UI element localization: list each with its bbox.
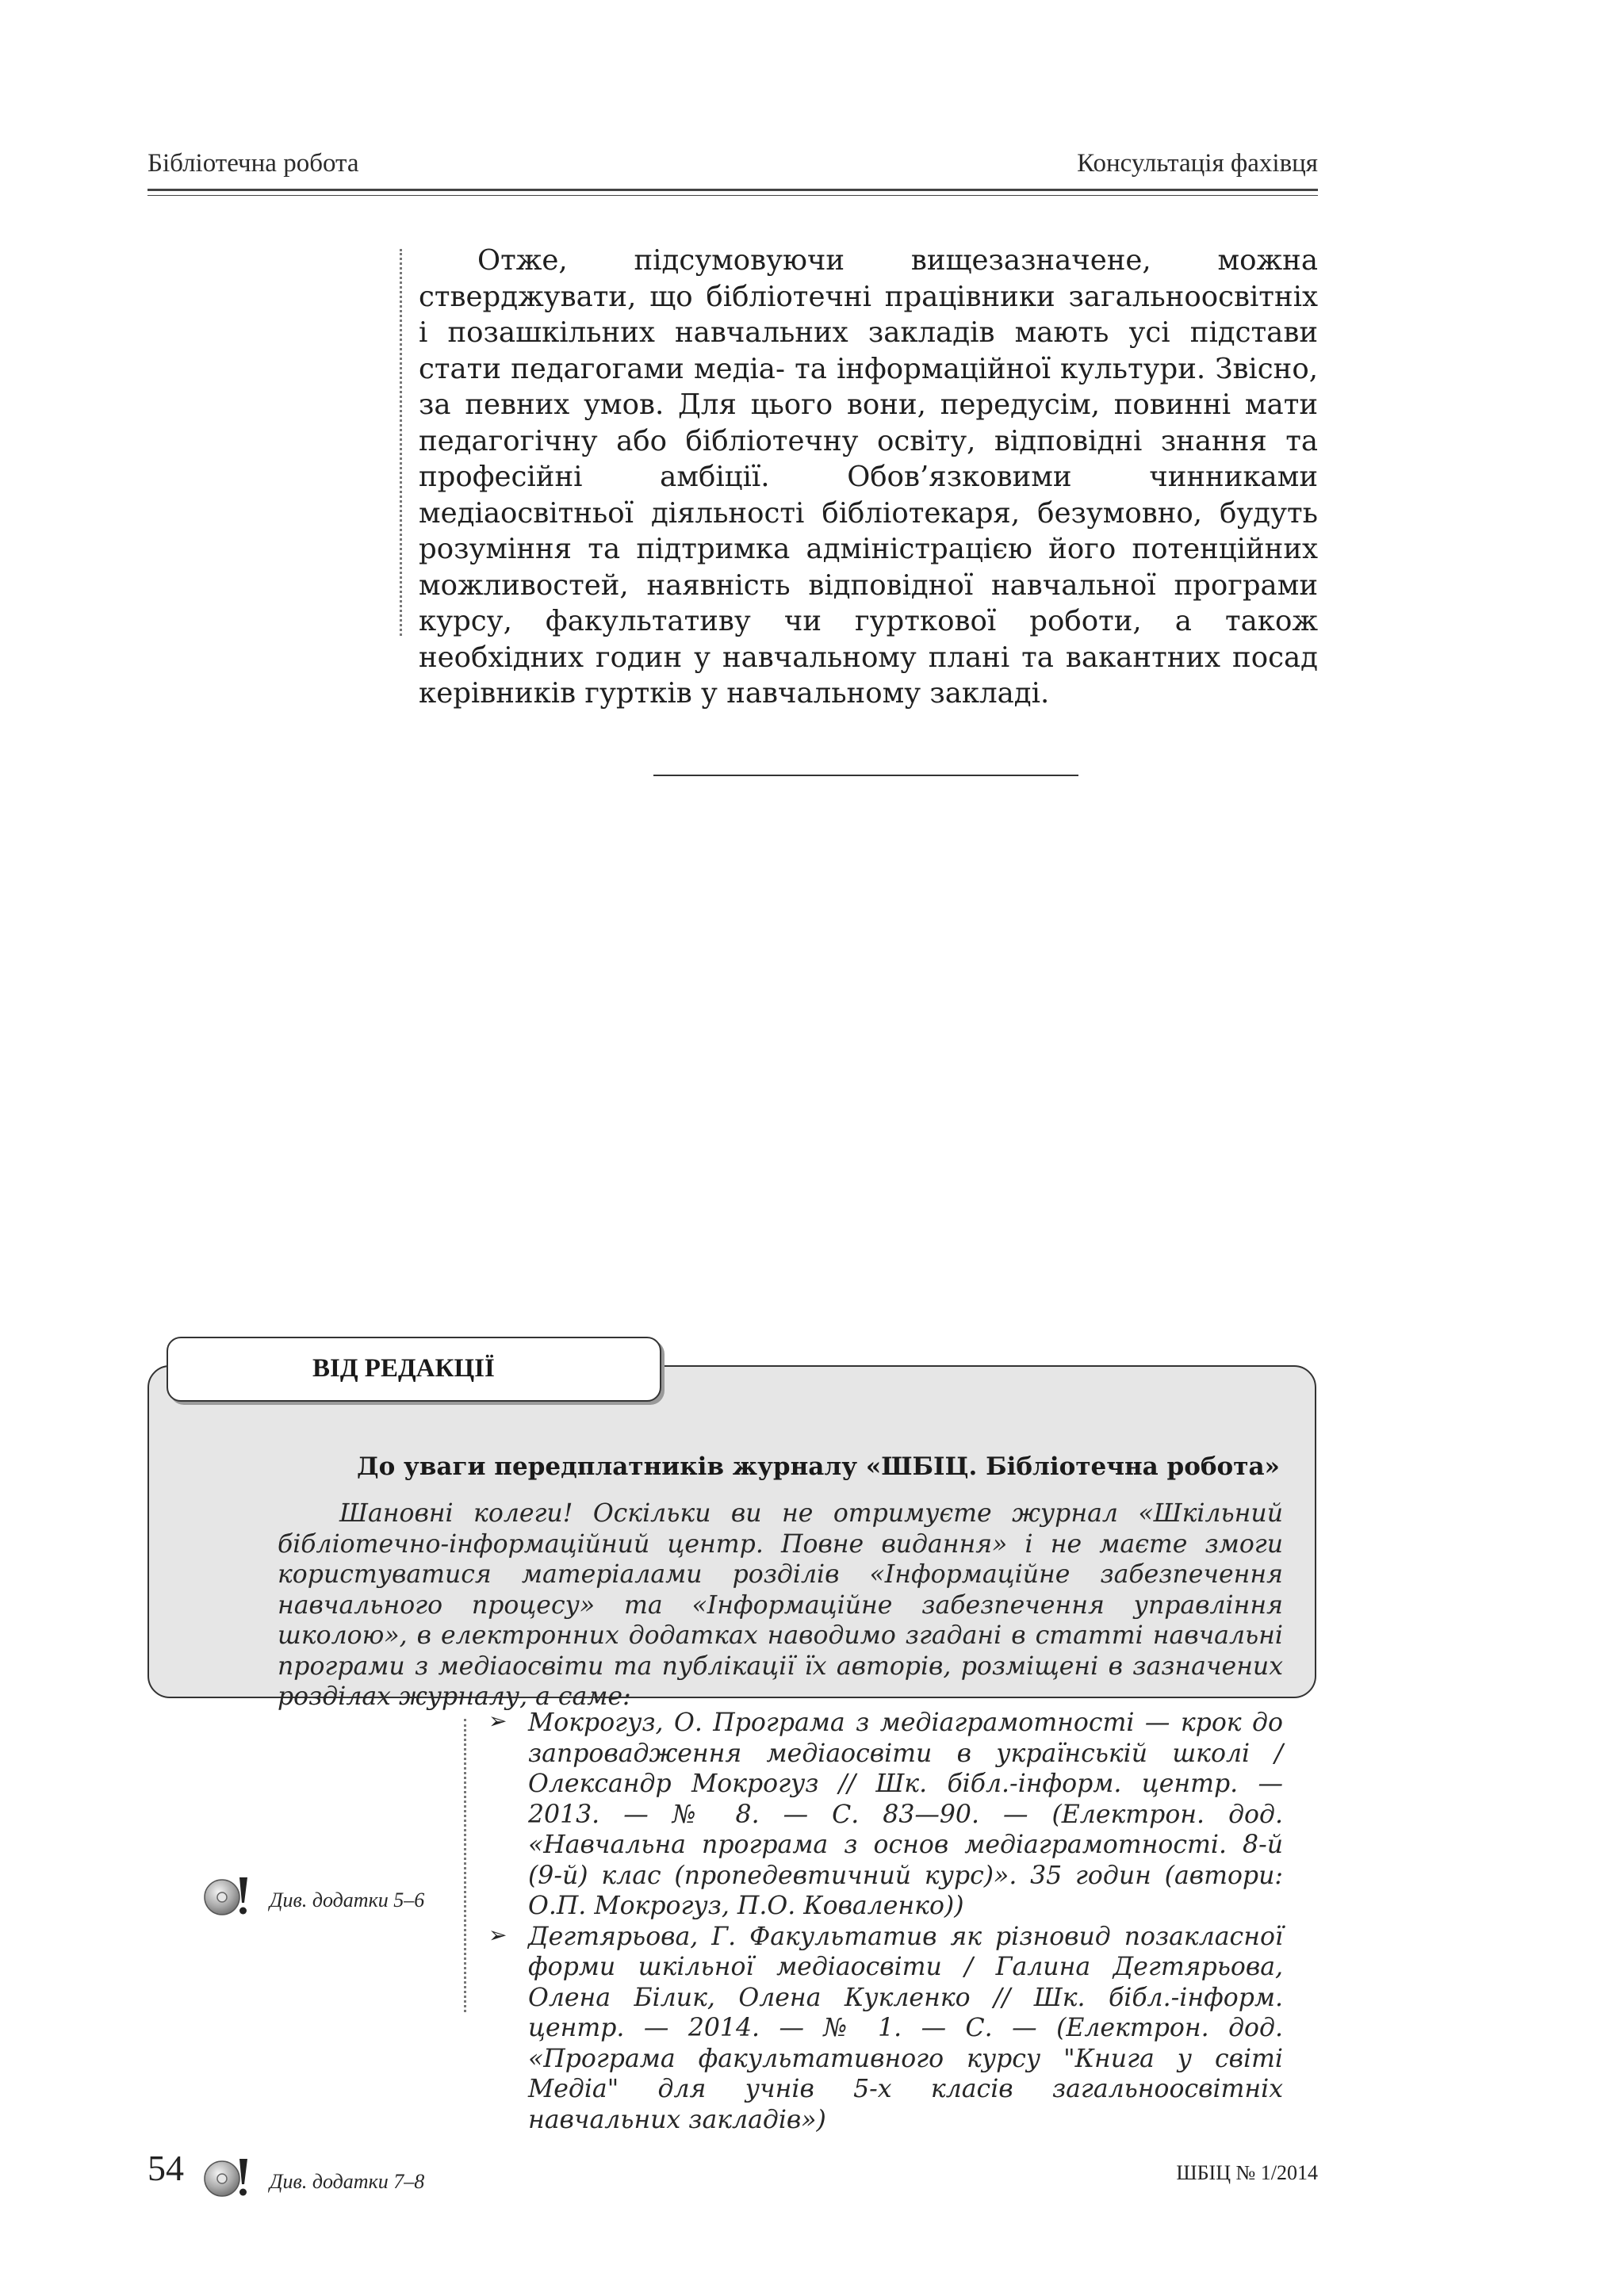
reference-item bbox=[488, 1708, 1283, 1922]
side-note-label: Див. додатки 7–8 bbox=[270, 2170, 425, 2193]
reference-item bbox=[488, 1922, 1283, 2136]
notice-intro: Шановні колеги! Оскільки ви не отримуєте журнал «Шкільний бібліотечно-інформаційний центр. Повне видання» і не маєте змоги користуватися матеріалами розділів «Інформаційне забезпечення навчального процесу» та «Інформаційне забезпечення управління школою», в електронних додатках наводимо згадані в статті навчальні програми з медіаосвіти та публікації їх авторів, розміщені в зазначених розділах журналу, а саме: bbox=[278, 1499, 1283, 1711]
side-note-label: Див. додатки 5–6 bbox=[270, 1888, 425, 1911]
body-paragraph: Отже, підсумовуючи вищезазначене, можна стверджувати, що бібліотечні працівники загальноосвітніх і позашкільних навчальних закладів мають усі підстави стати педагогами медіа- та інформаційної культури. Звісно, за певних умов. Для цього вони, передусім, повинні мати педагогічну або бібліотечну освіту, відповідні знання та професійні амбіції. Обов’язковими чинниками медіаосвітньої діяльності бібліотекаря, безумовно, будуть розуміння та підтримка адміністрацією його потенційних можливостей, наявність відповідної навчальної програми курсу, факультативу чи гурткової роботи, а також необхідних годин у навчальному плані та вакантних посад керівників гуртків у навчальному закладі. bbox=[419, 244, 1318, 710]
dotted-margin-line-refs bbox=[464, 1719, 466, 2012]
article-end-rule bbox=[653, 775, 1078, 776]
disc-exclamation-icon bbox=[203, 2154, 249, 2200]
page-number: 54 bbox=[147, 2148, 184, 2188]
side-note-appendix bbox=[203, 1869, 457, 1925]
dotted-margin-line bbox=[400, 249, 402, 636]
arrow-bullet-icon: ➢ bbox=[488, 1921, 508, 1948]
arrow-bullet-icon: ➢ bbox=[488, 1708, 508, 1734]
disc-exclamation-icon bbox=[203, 1873, 249, 1919]
reference-text: Дегтярьова, Г. Факультатив як різновид позакласної форми шкільної медіаосвіти / Галина Дегтярьова, Олена Білик, Олена Кукленко // Шк. бібл.-інформ. центр. — 2014. — № 1. — С. — (Електрон. дод. «Програма факультативного курсу "Книга у світі Медіа" для учнів 5-х класів загальноосвітніх навчальних закладів») bbox=[528, 1922, 1283, 2134]
running-header-section: Бібліотечна робота bbox=[147, 149, 359, 178]
running-header-rubric: Консультація фахівця bbox=[1077, 149, 1318, 178]
side-note-appendix bbox=[203, 2151, 457, 2206]
header-rule bbox=[147, 189, 1318, 191]
reference-text: Мокрогуз, О. Програма з медіаграмотності — крок до запровадження медіаосвіти в українській школі / Олександр Мокрогуз // Шк. бібл.-інформ. центр. — 2013. — № 8. — С. 83—90. — (Електрон. дод. «Навчальна програма з основ медіаграмотності. 8-й (9-й) клас (пропедевтичний курс)». 35 годин (автори: О.П. Мокрогуз, П.О. Коваленко)) bbox=[528, 1709, 1283, 1920]
notice-title: До уваги передплатників журналу «ШБІЦ. Бібліотечна робота» bbox=[357, 1452, 1280, 1481]
editorial-tab-label: ВІД РЕДАКЦІЇ bbox=[312, 1354, 495, 1383]
journal-issue: ШБІЦ № 1/2014 bbox=[1176, 2161, 1318, 2184]
header-rule-thin bbox=[147, 195, 1318, 196]
reference-list bbox=[488, 1708, 1283, 2135]
